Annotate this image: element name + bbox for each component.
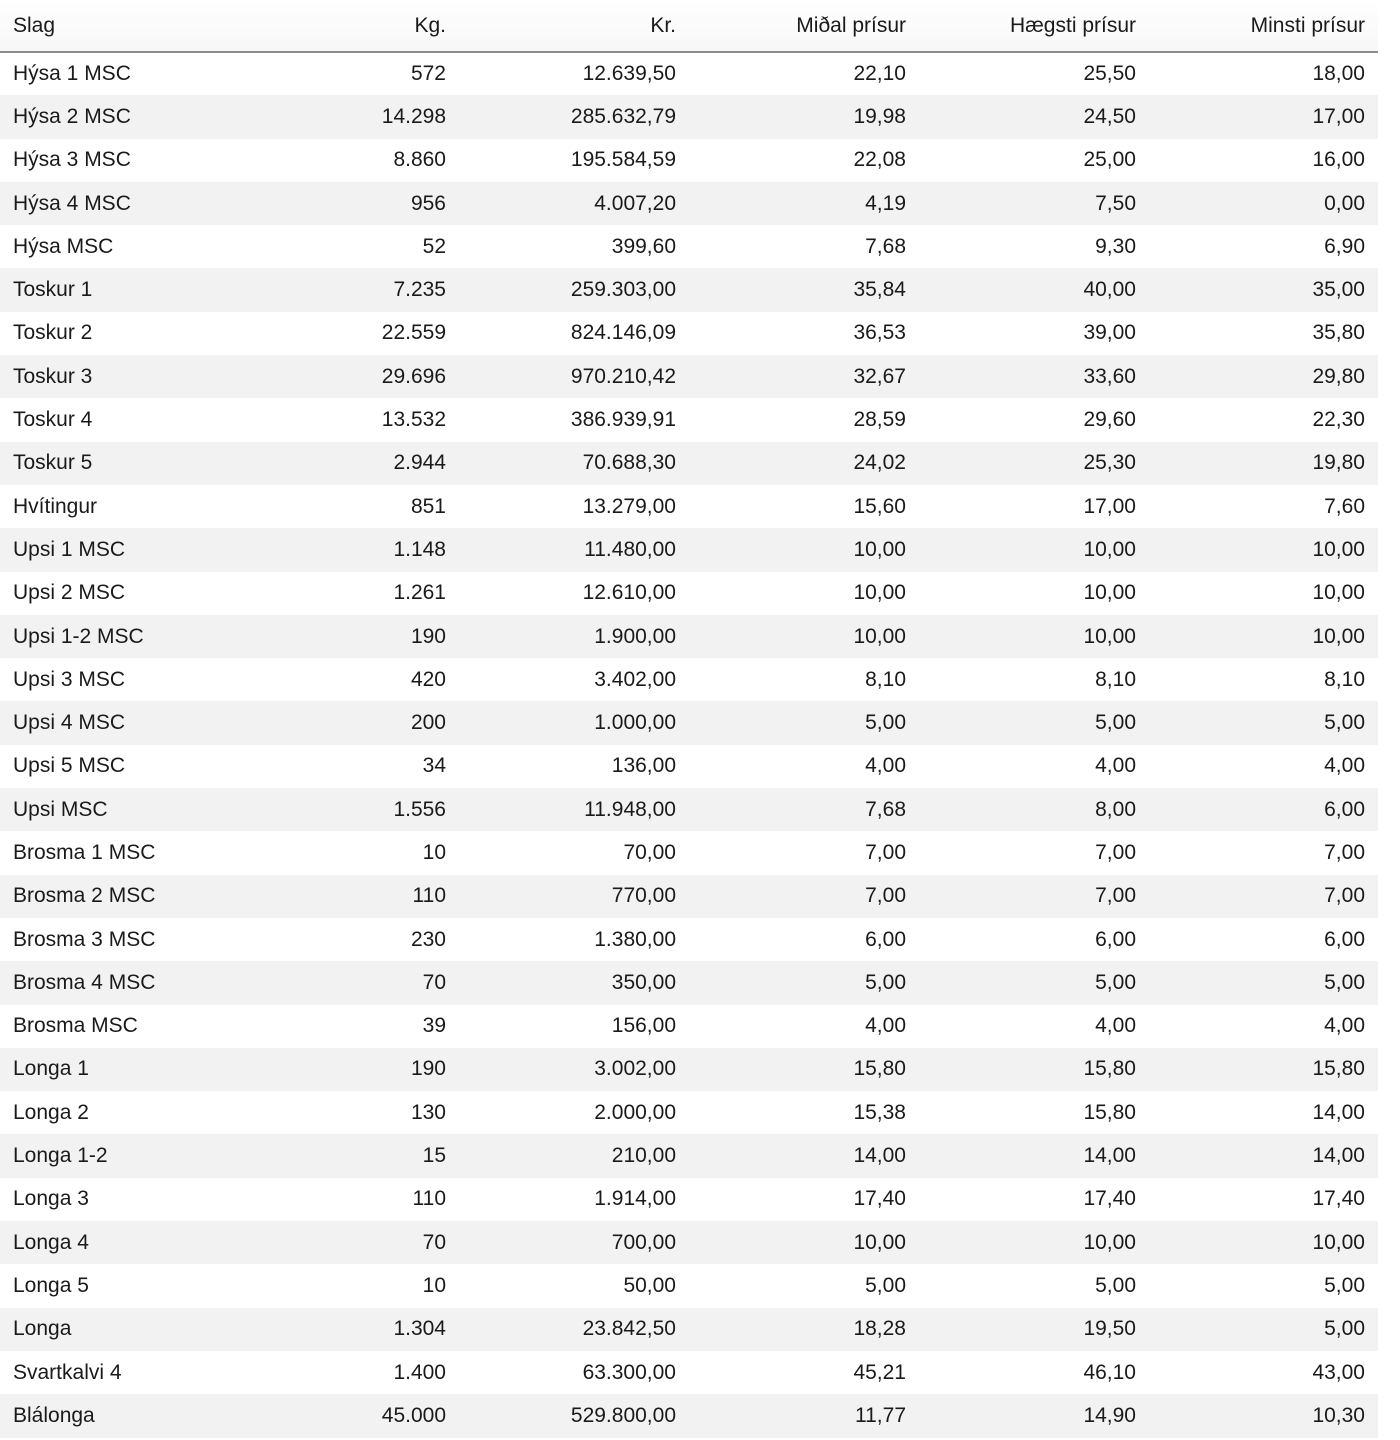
column-header-slag[interactable]: Slag bbox=[0, 0, 216, 52]
table-row bbox=[0, 572, 1378, 615]
cell-kg: 7.235 bbox=[216, 268, 459, 311]
table-row bbox=[0, 1134, 1378, 1177]
table-body bbox=[0, 52, 1378, 1438]
cell-kg: 14.298 bbox=[216, 95, 459, 138]
cell-min-price: 43,00 bbox=[1149, 1351, 1378, 1394]
cell-kr: 4.007,20 bbox=[459, 182, 689, 225]
cell-avg-price: 14,00 bbox=[689, 1134, 919, 1177]
cell-max-price: 19,50 bbox=[919, 1308, 1149, 1351]
cell-max-price: 24,50 bbox=[919, 95, 1149, 138]
cell-kg: 45.000 bbox=[216, 1394, 459, 1437]
cell-max-price: 39,00 bbox=[919, 312, 1149, 355]
cell-kr: 11.480,00 bbox=[459, 528, 689, 571]
cell-kg: 420 bbox=[216, 658, 459, 701]
table-row bbox=[0, 225, 1378, 268]
cell-slag: Toskur 2 bbox=[0, 312, 216, 355]
cell-kg: 22.559 bbox=[216, 312, 459, 355]
cell-slag: Longa bbox=[0, 1308, 216, 1351]
cell-min-price: 5,00 bbox=[1149, 961, 1378, 1004]
cell-slag: Hýsa 2 MSC bbox=[0, 95, 216, 138]
cell-kg: 190 bbox=[216, 1048, 459, 1091]
cell-max-price: 14,90 bbox=[919, 1394, 1149, 1437]
cell-slag: Upsi 1 MSC bbox=[0, 528, 216, 571]
cell-max-price: 46,10 bbox=[919, 1351, 1149, 1394]
cell-min-price: 6,00 bbox=[1149, 918, 1378, 961]
cell-slag: Brosma 1 MSC bbox=[0, 831, 216, 874]
cell-kg: 1.261 bbox=[216, 572, 459, 615]
cell-slag: Brosma 3 MSC bbox=[0, 918, 216, 961]
table-row bbox=[0, 918, 1378, 961]
cell-min-price: 0,00 bbox=[1149, 182, 1378, 225]
cell-kr: 210,00 bbox=[459, 1134, 689, 1177]
table-row bbox=[0, 1091, 1378, 1134]
cell-max-price: 29,60 bbox=[919, 398, 1149, 441]
cell-kr: 12.610,00 bbox=[459, 572, 689, 615]
column-header-kg[interactable]: Kg. bbox=[216, 0, 459, 52]
table-row bbox=[0, 961, 1378, 1004]
cell-max-price: 14,00 bbox=[919, 1134, 1149, 1177]
cell-avg-price: 18,28 bbox=[689, 1308, 919, 1351]
cell-min-price: 5,00 bbox=[1149, 701, 1378, 744]
cell-kr: 970.210,42 bbox=[459, 355, 689, 398]
cell-max-price: 33,60 bbox=[919, 355, 1149, 398]
cell-kr: 50,00 bbox=[459, 1264, 689, 1307]
cell-max-price: 9,30 bbox=[919, 225, 1149, 268]
cell-kr: 3.002,00 bbox=[459, 1048, 689, 1091]
table-row bbox=[0, 1048, 1378, 1091]
table-row bbox=[0, 1394, 1378, 1437]
cell-kr: 13.279,00 bbox=[459, 485, 689, 528]
cell-avg-price: 19,98 bbox=[689, 95, 919, 138]
cell-kg: 572 bbox=[216, 52, 459, 95]
cell-min-price: 6,90 bbox=[1149, 225, 1378, 268]
cell-min-price: 10,00 bbox=[1149, 528, 1378, 571]
cell-max-price: 8,00 bbox=[919, 788, 1149, 831]
table-row bbox=[0, 875, 1378, 918]
cell-min-price: 5,00 bbox=[1149, 1264, 1378, 1307]
cell-slag: Longa 1 bbox=[0, 1048, 216, 1091]
cell-slag: Hýsa 4 MSC bbox=[0, 182, 216, 225]
cell-kr: 156,00 bbox=[459, 1005, 689, 1048]
cell-slag: Toskur 5 bbox=[0, 442, 216, 485]
cell-avg-price: 10,00 bbox=[689, 1221, 919, 1264]
cell-slag: Upsi 3 MSC bbox=[0, 658, 216, 701]
table-row bbox=[0, 1264, 1378, 1307]
cell-avg-price: 6,00 bbox=[689, 918, 919, 961]
cell-min-price: 8,10 bbox=[1149, 658, 1378, 701]
cell-slag: Brosma 2 MSC bbox=[0, 875, 216, 918]
column-header-max-price[interactable]: Hægsti prísur bbox=[919, 0, 1149, 52]
cell-avg-price: 10,00 bbox=[689, 615, 919, 658]
cell-min-price: 22,30 bbox=[1149, 398, 1378, 441]
table-row bbox=[0, 398, 1378, 441]
cell-slag: Hvítingur bbox=[0, 485, 216, 528]
cell-kr: 63.300,00 bbox=[459, 1351, 689, 1394]
table-row bbox=[0, 528, 1378, 571]
cell-min-price: 7,60 bbox=[1149, 485, 1378, 528]
cell-kg: 70 bbox=[216, 961, 459, 1004]
cell-slag: Longa 4 bbox=[0, 1221, 216, 1264]
cell-max-price: 4,00 bbox=[919, 1005, 1149, 1048]
column-header-avg-price[interactable]: Miðal prísur bbox=[689, 0, 919, 52]
cell-avg-price: 24,02 bbox=[689, 442, 919, 485]
cell-kr: 386.939,91 bbox=[459, 398, 689, 441]
cell-avg-price: 5,00 bbox=[689, 1264, 919, 1307]
table-row bbox=[0, 1351, 1378, 1394]
cell-max-price: 17,40 bbox=[919, 1178, 1149, 1221]
cell-slag: Upsi 4 MSC bbox=[0, 701, 216, 744]
cell-avg-price: 4,19 bbox=[689, 182, 919, 225]
cell-kr: 70,00 bbox=[459, 831, 689, 874]
cell-kr: 285.632,79 bbox=[459, 95, 689, 138]
table-row bbox=[0, 312, 1378, 355]
cell-slag: Svartkalvi 4 bbox=[0, 1351, 216, 1394]
cell-kr: 529.800,00 bbox=[459, 1394, 689, 1437]
cell-kg: 15 bbox=[216, 1134, 459, 1177]
cell-min-price: 10,00 bbox=[1149, 1221, 1378, 1264]
cell-slag: Toskur 1 bbox=[0, 268, 216, 311]
cell-kr: 136,00 bbox=[459, 745, 689, 788]
table-row bbox=[0, 1005, 1378, 1048]
cell-avg-price: 4,00 bbox=[689, 745, 919, 788]
cell-kg: 13.532 bbox=[216, 398, 459, 441]
cell-kr: 259.303,00 bbox=[459, 268, 689, 311]
cell-kr: 195.584,59 bbox=[459, 139, 689, 182]
cell-min-price: 14,00 bbox=[1149, 1134, 1378, 1177]
table-row bbox=[0, 52, 1378, 95]
cell-max-price: 25,30 bbox=[919, 442, 1149, 485]
cell-kg: 190 bbox=[216, 615, 459, 658]
cell-slag: Hýsa MSC bbox=[0, 225, 216, 268]
cell-min-price: 35,80 bbox=[1149, 312, 1378, 355]
table-row bbox=[0, 831, 1378, 874]
cell-avg-price: 10,00 bbox=[689, 572, 919, 615]
cell-avg-price: 8,10 bbox=[689, 658, 919, 701]
cell-kg: 34 bbox=[216, 745, 459, 788]
cell-kg: 130 bbox=[216, 1091, 459, 1134]
cell-slag: Toskur 4 bbox=[0, 398, 216, 441]
cell-min-price: 16,00 bbox=[1149, 139, 1378, 182]
table-row bbox=[0, 615, 1378, 658]
cell-kg: 10 bbox=[216, 831, 459, 874]
cell-kg: 851 bbox=[216, 485, 459, 528]
cell-slag: Longa 3 bbox=[0, 1178, 216, 1221]
cell-avg-price: 5,00 bbox=[689, 701, 919, 744]
cell-kr: 1.900,00 bbox=[459, 615, 689, 658]
cell-avg-price: 7,00 bbox=[689, 831, 919, 874]
cell-slag: Toskur 3 bbox=[0, 355, 216, 398]
cell-min-price: 10,00 bbox=[1149, 615, 1378, 658]
cell-min-price: 10,30 bbox=[1149, 1394, 1378, 1437]
header-row bbox=[0, 0, 1378, 52]
cell-max-price: 15,80 bbox=[919, 1048, 1149, 1091]
cell-kg: 1.556 bbox=[216, 788, 459, 831]
cell-max-price: 8,10 bbox=[919, 658, 1149, 701]
cell-kg: 1.148 bbox=[216, 528, 459, 571]
cell-kg: 200 bbox=[216, 701, 459, 744]
cell-kg: 230 bbox=[216, 918, 459, 961]
cell-avg-price: 10,00 bbox=[689, 528, 919, 571]
cell-kr: 700,00 bbox=[459, 1221, 689, 1264]
cell-kg: 52 bbox=[216, 225, 459, 268]
cell-max-price: 7,50 bbox=[919, 182, 1149, 225]
cell-kr: 23.842,50 bbox=[459, 1308, 689, 1351]
cell-min-price: 17,40 bbox=[1149, 1178, 1378, 1221]
cell-min-price: 7,00 bbox=[1149, 831, 1378, 874]
cell-kr: 1.000,00 bbox=[459, 701, 689, 744]
table-row bbox=[0, 745, 1378, 788]
table-row bbox=[0, 788, 1378, 831]
table-row bbox=[0, 268, 1378, 311]
cell-kr: 1.380,00 bbox=[459, 918, 689, 961]
cell-avg-price: 15,60 bbox=[689, 485, 919, 528]
cell-min-price: 6,00 bbox=[1149, 788, 1378, 831]
cell-min-price: 5,00 bbox=[1149, 1308, 1378, 1351]
cell-kg: 110 bbox=[216, 875, 459, 918]
cell-max-price: 15,80 bbox=[919, 1091, 1149, 1134]
cell-slag: Upsi 2 MSC bbox=[0, 572, 216, 615]
cell-min-price: 35,00 bbox=[1149, 268, 1378, 311]
cell-max-price: 10,00 bbox=[919, 572, 1149, 615]
cell-kr: 824.146,09 bbox=[459, 312, 689, 355]
cell-max-price: 25,50 bbox=[919, 52, 1149, 95]
cell-min-price: 29,80 bbox=[1149, 355, 1378, 398]
column-header-kr[interactable]: Kr. bbox=[459, 0, 689, 52]
cell-avg-price: 28,59 bbox=[689, 398, 919, 441]
cell-avg-price: 15,80 bbox=[689, 1048, 919, 1091]
table-row bbox=[0, 1178, 1378, 1221]
cell-max-price: 5,00 bbox=[919, 701, 1149, 744]
cell-kr: 770,00 bbox=[459, 875, 689, 918]
cell-kg: 2.944 bbox=[216, 442, 459, 485]
cell-kr: 70.688,30 bbox=[459, 442, 689, 485]
cell-kr: 3.402,00 bbox=[459, 658, 689, 701]
table-row bbox=[0, 658, 1378, 701]
table-row bbox=[0, 442, 1378, 485]
cell-max-price: 10,00 bbox=[919, 528, 1149, 571]
cell-slag: Longa 5 bbox=[0, 1264, 216, 1307]
table-row bbox=[0, 1308, 1378, 1351]
cell-kg: 956 bbox=[216, 182, 459, 225]
cell-slag: Upsi 1-2 MSC bbox=[0, 615, 216, 658]
table-row bbox=[0, 701, 1378, 744]
cell-max-price: 5,00 bbox=[919, 1264, 1149, 1307]
cell-slag: Upsi 5 MSC bbox=[0, 745, 216, 788]
cell-min-price: 18,00 bbox=[1149, 52, 1378, 95]
cell-max-price: 10,00 bbox=[919, 615, 1149, 658]
cell-kr: 399,60 bbox=[459, 225, 689, 268]
table-row bbox=[0, 139, 1378, 182]
cell-kg: 110 bbox=[216, 1178, 459, 1221]
cell-max-price: 40,00 bbox=[919, 268, 1149, 311]
cell-min-price: 4,00 bbox=[1149, 1005, 1378, 1048]
table-row bbox=[0, 485, 1378, 528]
cell-max-price: 7,00 bbox=[919, 831, 1149, 874]
cell-avg-price: 22,10 bbox=[689, 52, 919, 95]
cell-max-price: 10,00 bbox=[919, 1221, 1149, 1264]
cell-kg: 70 bbox=[216, 1221, 459, 1264]
cell-slag: Longa 2 bbox=[0, 1091, 216, 1134]
table-row bbox=[0, 95, 1378, 138]
cell-kr: 350,00 bbox=[459, 961, 689, 1004]
cell-slag: Hýsa 3 MSC bbox=[0, 139, 216, 182]
column-header-min-price[interactable]: Minsti prísur bbox=[1149, 0, 1378, 52]
cell-kr: 2.000,00 bbox=[459, 1091, 689, 1134]
cell-kr: 1.914,00 bbox=[459, 1178, 689, 1221]
cell-avg-price: 36,53 bbox=[689, 312, 919, 355]
cell-avg-price: 22,08 bbox=[689, 139, 919, 182]
table-row bbox=[0, 1221, 1378, 1264]
cell-kg: 39 bbox=[216, 1005, 459, 1048]
cell-kg: 8.860 bbox=[216, 139, 459, 182]
cell-max-price: 7,00 bbox=[919, 875, 1149, 918]
cell-avg-price: 7,00 bbox=[689, 875, 919, 918]
cell-min-price: 19,80 bbox=[1149, 442, 1378, 485]
cell-avg-price: 15,38 bbox=[689, 1091, 919, 1134]
cell-kg: 1.304 bbox=[216, 1308, 459, 1351]
cell-slag: Longa 1-2 bbox=[0, 1134, 216, 1177]
cell-kr: 11.948,00 bbox=[459, 788, 689, 831]
cell-min-price: 14,00 bbox=[1149, 1091, 1378, 1134]
cell-slag: Blálonga bbox=[0, 1394, 216, 1437]
cell-max-price: 4,00 bbox=[919, 745, 1149, 788]
cell-min-price: 7,00 bbox=[1149, 875, 1378, 918]
table-row bbox=[0, 182, 1378, 225]
cell-max-price: 17,00 bbox=[919, 485, 1149, 528]
cell-kg: 1.400 bbox=[216, 1351, 459, 1394]
cell-avg-price: 5,00 bbox=[689, 961, 919, 1004]
cell-slag: Brosma MSC bbox=[0, 1005, 216, 1048]
cell-avg-price: 32,67 bbox=[689, 355, 919, 398]
cell-max-price: 5,00 bbox=[919, 961, 1149, 1004]
cell-slag: Brosma 4 MSC bbox=[0, 961, 216, 1004]
cell-min-price: 10,00 bbox=[1149, 572, 1378, 615]
table-row bbox=[0, 355, 1378, 398]
cell-avg-price: 35,84 bbox=[689, 268, 919, 311]
table-header bbox=[0, 0, 1378, 52]
cell-min-price: 4,00 bbox=[1149, 745, 1378, 788]
cell-avg-price: 7,68 bbox=[689, 788, 919, 831]
cell-avg-price: 7,68 bbox=[689, 225, 919, 268]
cell-min-price: 17,00 bbox=[1149, 95, 1378, 138]
cell-slag: Hýsa 1 MSC bbox=[0, 52, 216, 95]
cell-kg: 10 bbox=[216, 1264, 459, 1307]
cell-kr: 12.639,50 bbox=[459, 52, 689, 95]
cell-avg-price: 17,40 bbox=[689, 1178, 919, 1221]
cell-kg: 29.696 bbox=[216, 355, 459, 398]
cell-max-price: 25,00 bbox=[919, 139, 1149, 182]
cell-avg-price: 11,77 bbox=[689, 1394, 919, 1437]
cell-max-price: 6,00 bbox=[919, 918, 1149, 961]
cell-avg-price: 45,21 bbox=[689, 1351, 919, 1394]
cell-avg-price: 4,00 bbox=[689, 1005, 919, 1048]
cell-slag: Upsi MSC bbox=[0, 788, 216, 831]
cell-min-price: 15,80 bbox=[1149, 1048, 1378, 1091]
